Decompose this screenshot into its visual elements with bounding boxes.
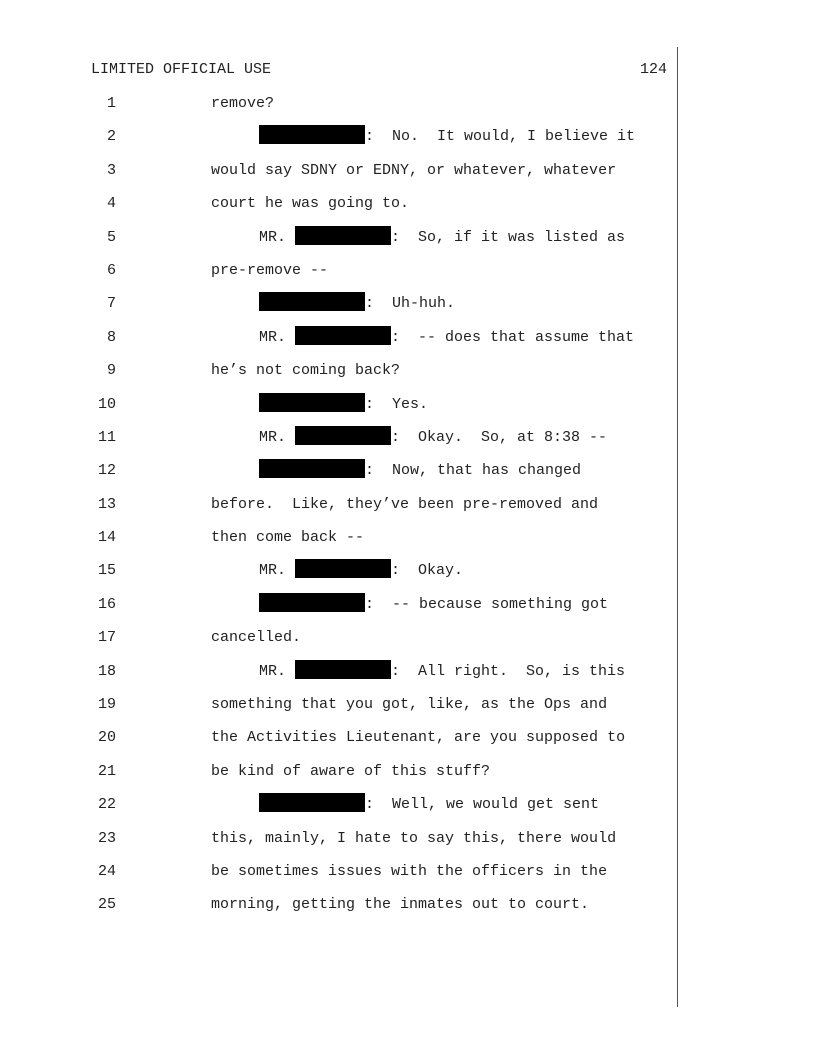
line-content: : No. It would, I believe it	[365, 128, 636, 146]
line-content: be kind of aware of this stuff?	[211, 762, 491, 780]
line-content: : Uh-huh.	[365, 295, 456, 313]
line-number: 25	[98, 896, 117, 914]
redaction-box	[259, 125, 365, 144]
line-number: 16	[98, 595, 117, 613]
line-content: then come back --	[211, 529, 365, 547]
transcript-line	[0, 855, 816, 888]
line-content: : Yes.	[365, 395, 429, 413]
redaction-box	[259, 593, 365, 612]
line-text	[211, 822, 616, 855]
line-number: 15	[98, 562, 117, 580]
line-text	[211, 621, 301, 654]
transcript-line	[0, 488, 816, 521]
line-number: 5	[106, 228, 116, 246]
transcript-line	[0, 888, 816, 921]
line-number: 9	[106, 362, 116, 380]
redaction-box	[295, 426, 391, 445]
line-number: 21	[98, 762, 117, 780]
speaker-prefix: MR.	[259, 328, 296, 346]
transcript-line	[0, 588, 816, 621]
line-content: he’s not coming back?	[211, 362, 401, 380]
line-text	[211, 755, 490, 788]
line-content: : So, if it was listed as	[391, 228, 626, 246]
line-text	[211, 488, 598, 521]
line-number: 6	[106, 261, 116, 279]
transcript-line	[0, 120, 816, 153]
line-content: : Now, that has changed	[365, 462, 582, 480]
line-number: 3	[106, 161, 116, 179]
line-text	[211, 254, 328, 287]
redaction-box	[259, 393, 365, 412]
line-text	[211, 521, 364, 554]
speaker-prefix: MR.	[259, 428, 296, 446]
line-content: the Activities Lieutenant, are you supposed to	[211, 729, 626, 747]
transcript-line	[0, 721, 816, 754]
line-content: before. Like, they’ve been pre-removed and	[211, 495, 599, 513]
line-number: 4	[106, 195, 116, 213]
transcript-line	[0, 221, 816, 254]
line-text	[259, 554, 463, 587]
redaction-box	[295, 226, 391, 245]
line-number: 19	[98, 696, 117, 714]
transcript-line	[0, 655, 816, 688]
line-text	[259, 287, 455, 320]
redaction-box	[295, 660, 391, 679]
line-content: : -- does that assume that	[391, 328, 635, 346]
redaction-box	[259, 459, 365, 478]
line-text	[259, 655, 625, 688]
line-number: 8	[106, 328, 116, 346]
transcript-line	[0, 187, 816, 220]
line-content: court he was going to.	[211, 195, 410, 213]
line-content: pre-remove --	[211, 261, 329, 279]
transcript-lines	[0, 87, 816, 922]
line-number: 23	[98, 829, 117, 847]
line-content: : Okay. So, at 8:38 --	[391, 428, 608, 446]
line-number: 20	[98, 729, 117, 747]
transcript-line	[0, 388, 816, 421]
redaction-box	[295, 559, 391, 578]
redaction-box	[259, 793, 365, 812]
transcript-line	[0, 621, 816, 654]
line-content: this, mainly, I hate to say this, there would	[211, 829, 617, 847]
line-content: cancelled.	[211, 629, 302, 647]
transcript-line	[0, 254, 816, 287]
transcript-line	[0, 521, 816, 554]
line-content: something that you got, like, as the Ops and	[211, 696, 608, 714]
line-text	[211, 354, 400, 387]
transcript-line	[0, 755, 816, 788]
line-content: : Well, we would get sent	[365, 796, 600, 814]
transcript-line	[0, 287, 816, 320]
line-text	[259, 221, 625, 254]
transcript-line	[0, 321, 816, 354]
line-content: : Okay.	[391, 562, 464, 580]
line-number: 22	[98, 796, 117, 814]
line-text	[259, 388, 428, 421]
transcript-line	[0, 554, 816, 587]
line-text	[211, 154, 616, 187]
transcript-line	[0, 421, 816, 454]
line-text	[211, 87, 274, 120]
line-text	[259, 421, 607, 454]
transcript-line	[0, 788, 816, 821]
speaker-prefix: MR.	[259, 228, 296, 246]
line-text	[259, 120, 635, 153]
page-number: 124	[639, 61, 667, 78]
transcript-line	[0, 454, 816, 487]
line-content: be sometimes issues with the officers in the	[211, 862, 608, 880]
line-content: would say SDNY or EDNY, or whatever, whatever	[211, 161, 617, 179]
line-text	[259, 321, 634, 354]
transcript-line	[0, 688, 816, 721]
speaker-prefix: MR.	[259, 662, 296, 680]
line-content: : -- because something got	[365, 595, 609, 613]
line-text	[259, 588, 608, 621]
transcript-line	[0, 87, 816, 120]
line-number: 1	[106, 95, 116, 112]
line-number: 10	[98, 395, 117, 413]
line-number: 12	[98, 462, 117, 480]
line-text	[211, 187, 409, 220]
line-number: 24	[98, 862, 117, 880]
line-text	[211, 855, 607, 888]
line-text	[211, 721, 625, 754]
line-text	[211, 688, 607, 721]
transcript-line	[0, 154, 816, 187]
line-number: 13	[98, 495, 117, 513]
line-number: 11	[98, 428, 117, 446]
line-text	[259, 788, 599, 821]
line-text	[259, 454, 581, 487]
speaker-prefix: MR.	[259, 562, 296, 580]
line-content: remove?	[211, 95, 275, 112]
classification-header: LIMITED OFFICIAL USE	[91, 61, 272, 78]
line-number: 7	[106, 295, 116, 313]
transcript-line	[0, 354, 816, 387]
redaction-box	[259, 292, 365, 311]
redaction-box	[295, 326, 391, 345]
line-number: 14	[98, 529, 117, 547]
line-number: 17	[98, 629, 117, 647]
line-content: : All right. So, is this	[391, 662, 626, 680]
line-text	[211, 888, 589, 921]
line-number: 2	[106, 128, 116, 146]
line-content: morning, getting the inmates out to court.	[211, 896, 590, 914]
transcript-line	[0, 822, 816, 855]
line-number: 18	[98, 662, 117, 680]
